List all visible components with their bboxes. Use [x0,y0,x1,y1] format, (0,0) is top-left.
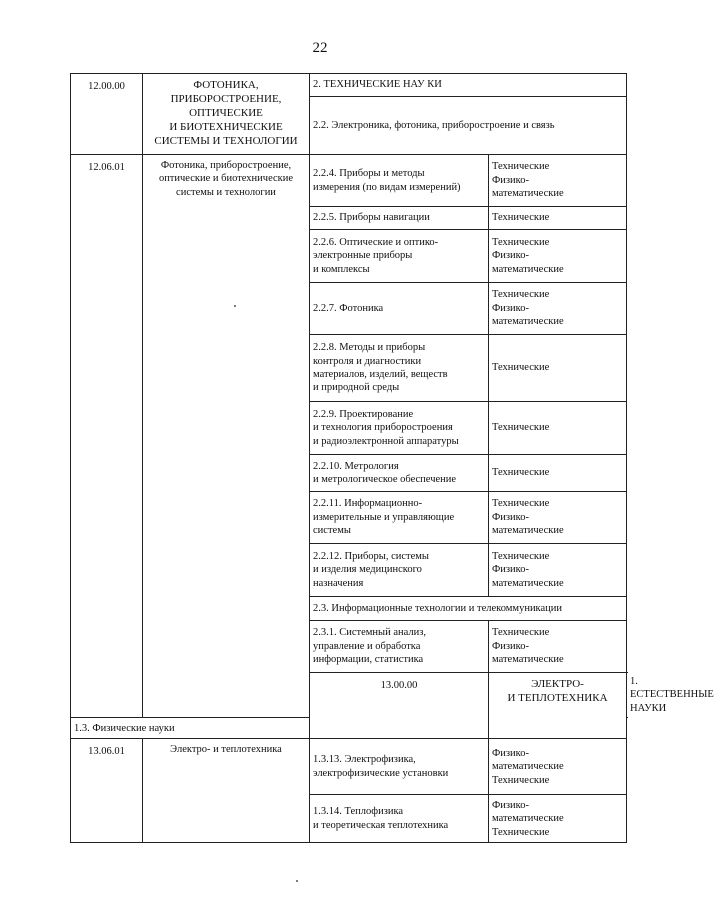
table-row [71,155,627,207]
science-branch [489,283,627,335]
scan-speck [234,305,236,307]
specialties-table [70,73,714,843]
science-branch-text: Технические [492,362,550,374]
table-row [71,74,627,97]
direction-name-text: ФОТОНИКА, ПРИБОРОСТРОЕНИЕ, ОПТИЧЕСКИЕ И БИОТЕХНИЧЕСКИЕ СИСТЕМЫ И ТЕХНОЛОГИИ [154,79,298,148]
specialty-text: 2.2.9. Проектирование и технология приборостроения и радиоэлектронной аппаратуры [313,408,459,447]
direction-name [489,673,627,739]
science-branch [489,544,627,597]
science-branch [489,402,627,455]
specialty [310,283,489,335]
program-code: 12.06.01 [71,155,143,718]
specialty-text: 2.2.10. Метрология и метрологическое обеспечение [313,460,457,485]
science-group: 2.2. Электроника, фотоника, приборостроение и связь [310,97,627,155]
program-name-text: Фотоника, приборостроение, оптические и биотехнические системы и технологии [158,160,294,198]
science-branch-text: Физико- математические Технические [492,799,564,838]
program-code: 13.06.01 [71,739,143,843]
specialty-text: 1.3.14. Теплофизика и теоретическая теплотехника [313,806,449,831]
specialty [310,335,489,402]
specialty [310,621,489,673]
specialty-text: 2.3.1. Системный анализ, управление и обработка информации, статистика [313,627,427,666]
specialty-text: 2.2.4. Приборы и методы измерения (по видам измерений) [313,168,461,193]
direction-code: 13.00.00 [310,673,489,739]
specialty [310,492,489,544]
science-branch-text: Технические [492,422,550,434]
science-area: 2. ТЕХНИЧЕСКИЕ НАУ КИ [310,74,627,97]
program-name [143,155,310,718]
specialty [310,207,489,230]
specialty [310,230,489,283]
science-group: 2.3. Информационные технологии и телекоммуникации [310,597,627,621]
program-name-text: Электро- и теплотехника [170,744,282,756]
science-branch-text: Технические Физико- математические [492,498,564,537]
page-number: 22 [312,40,328,56]
science-branch [489,492,627,544]
science-branch-text: Технические Физико- математические [492,550,564,589]
science-group: 1.3. Физические науки [71,718,310,739]
science-branch-text: Технические Физико- математические [492,289,564,328]
science-branch-text: Физико- математические Технические [492,747,564,786]
scan-speck [296,880,298,882]
science-branch [489,155,627,207]
specialty [310,402,489,455]
science-branch [489,207,627,230]
specialty-text: 2.2.5. Приборы навигации [313,212,430,224]
specialty [310,155,489,207]
specialty-text: 1.3.13. Электрофизика, электрофизические установки [313,754,449,779]
science-branch-text: Технические Физико- математические [492,161,564,200]
specialty-text: 2.2.6. Оптические и оптико- электронные приборы и комплексы [313,236,439,275]
specialty-text: 2.2.11. Информационно- измерительные и управляющие системы [313,498,455,537]
specialty-text: 2.2.7. Фотоника [313,302,384,314]
science-branch [489,621,627,673]
specialty-text: 2.2.12. Приборы, системы и изделия медицинского назначения [313,550,429,589]
science-branch [489,739,627,795]
direction-code: 12.00.00 [71,74,143,155]
science-branch-text: Технические Физико- математические [492,236,564,275]
table-row [71,739,627,795]
specialty [310,795,489,843]
specialty-text: 2.2.8. Методы и приборы контроля и диагностики материалов, изделий, веществ и природной среды [313,342,448,394]
direction-name [143,74,310,155]
science-branch-text: Технические Физико- математические [492,627,564,666]
science-branch [489,230,627,283]
table-row: 13.00.00 ЭЛЕКТРО- И ТЕПЛОТЕХНИКА 1. ЕСТЕСТВЕННЫЕ НАУКИ [71,673,627,718]
science-branch-text: Технические [492,212,550,224]
specialty [310,455,489,492]
science-branch [489,335,627,402]
specialty [310,739,489,795]
science-branch [489,795,627,843]
direction-name-text: ЭЛЕКТРО- И ТЕПЛОТЕХНИКА [507,678,608,705]
program-name [143,739,310,843]
science-branch-text: Технические [492,467,550,479]
science-branch [489,455,627,492]
specialty [310,544,489,597]
